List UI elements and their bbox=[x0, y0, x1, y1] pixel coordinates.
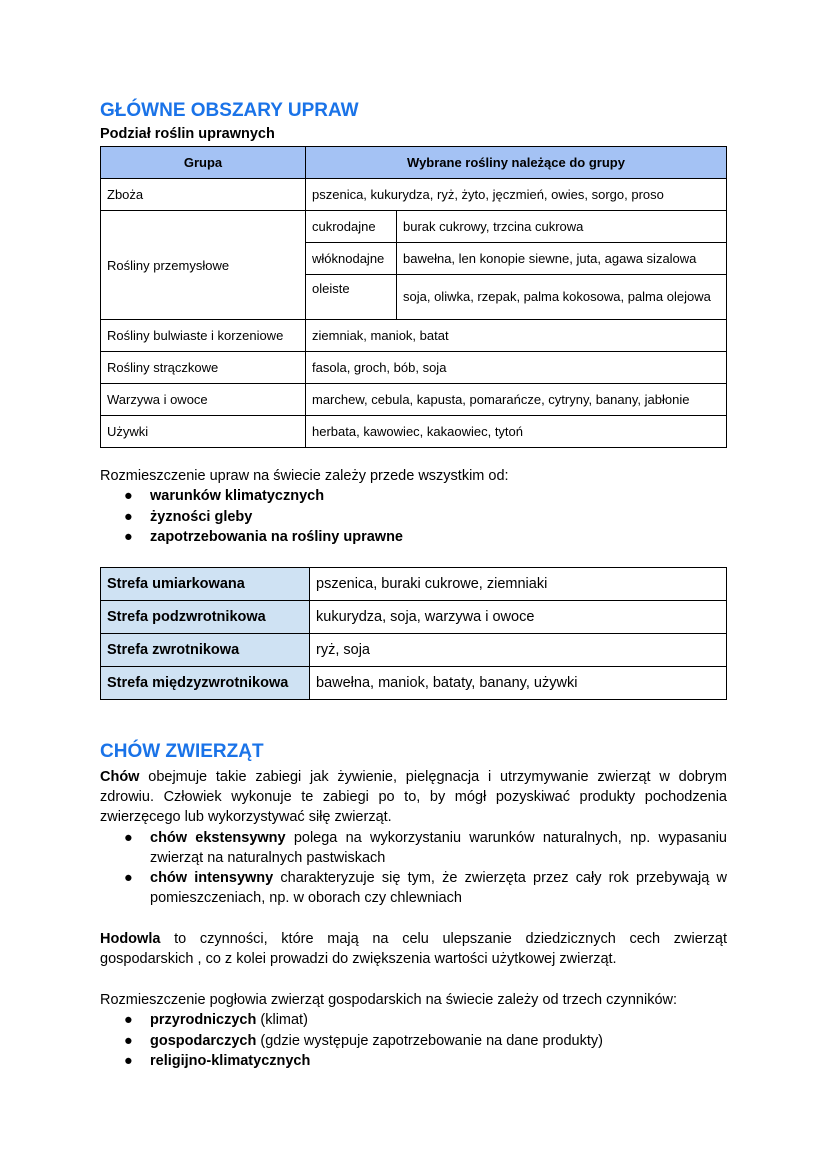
bullet-icon: ● bbox=[124, 1032, 133, 1049]
cell-plants: fasola, groch, bób, soja bbox=[306, 352, 727, 384]
list-item: ● gospodarczych (gdzie występuje zapotrzebowanie na dane produkty) bbox=[100, 1031, 603, 1052]
cell-zone: Strefa międzyzwrotnikowa bbox=[101, 667, 310, 700]
cell-plants: pszenica, kukurydza, ryż, żyto, jęczmień, owies, sorgo, proso bbox=[306, 179, 727, 211]
cell-crops: bawełna, maniok, bataty, banany, używki bbox=[310, 667, 727, 700]
cell-group: Używki bbox=[101, 416, 306, 448]
zones-table bbox=[100, 567, 727, 700]
cell-zone: Strefa umiarkowana bbox=[101, 568, 310, 601]
bullet-icon: ● bbox=[124, 1053, 133, 1069]
factors-intro: Rozmieszczenie upraw na świecie zależy przede wszystkim od: bbox=[100, 468, 509, 484]
hodowla-paragraph: Hodowla to czynności, które mają na celu ulepszanie dziedzicznych cech zwierząt gospodarskich , co z kolei prowadzi do zwiększenia wartości użytkowej zwierząt. bbox=[100, 931, 727, 967]
crops-table bbox=[100, 146, 727, 448]
livestock-factors-intro: Rozmieszczenie pogłowia zwierząt gospodarskich na świecie zależy od trzech czynników: bbox=[100, 992, 678, 1008]
livestock-factors-list bbox=[100, 1010, 603, 1072]
crop-factors-list bbox=[100, 486, 403, 548]
bullet-icon: ● bbox=[124, 870, 133, 886]
table-header-row bbox=[101, 147, 727, 179]
cell-crops: pszenica, buraki cukrowe, ziemniaki bbox=[310, 568, 727, 601]
cell-plants: burak cukrowy, trzcina cukrowa bbox=[397, 211, 727, 243]
table-row bbox=[101, 416, 727, 448]
cell-subgroup: oleiste bbox=[306, 275, 397, 320]
list-item: ● religijno-klimatycznych bbox=[100, 1051, 603, 1072]
list-item: ● warunków klimatycznych bbox=[100, 486, 403, 507]
cell-subgroup: włóknodajne bbox=[306, 243, 397, 275]
list-item: ● żyzności gleby bbox=[100, 507, 403, 528]
cell-group: Warzywa i owoce bbox=[101, 384, 306, 416]
list-item: ● chów ekstensywny polega na wykorzystaniu warunków naturalnych, np. wypasaniu zwierząt na naturalnych pastwiskach bbox=[124, 830, 727, 866]
table-row bbox=[101, 320, 727, 352]
table-row bbox=[101, 667, 727, 700]
list-item: ● przyrodniczych (klimat) bbox=[100, 1010, 603, 1031]
cell-group: Rośliny bulwiaste i korzeniowe bbox=[101, 320, 306, 352]
bullet-icon: ● bbox=[124, 529, 133, 545]
cell-plants: herbata, kawowiec, kakaowiec, tytoń bbox=[306, 416, 727, 448]
list-item: ● chów intensywny charakteryzuje się tym, że zwierzęta przez cały rok przebywają w pomieszczeniach, np. w oborach czy chlewniach bbox=[124, 870, 727, 906]
cell-plants: marchew, cebula, kapusta, pomarańcze, cytryny, banany, jabłonie bbox=[306, 384, 727, 416]
bullet-icon: ● bbox=[124, 488, 133, 504]
cell-crops: kukurydza, soja, warzywa i owoce bbox=[310, 601, 727, 634]
header-plants: Wybrane rośliny należące do grupy bbox=[306, 147, 727, 179]
cell-plants: bawełna, len konopie siewne, juta, agawa sizalowa bbox=[397, 243, 727, 275]
table-row bbox=[101, 352, 727, 384]
table-row bbox=[101, 634, 727, 667]
header-group: Grupa bbox=[101, 147, 306, 179]
cell-zone: Strefa podzwrotnikowa bbox=[101, 601, 310, 634]
list-item: ● zapotrzebowania na rośliny uprawne bbox=[100, 527, 403, 548]
cell-plants: soja, oliwka, rzepak, palma kokosowa, palma olejowa bbox=[397, 275, 727, 320]
table-row bbox=[101, 179, 727, 211]
section-title-uprawy: GŁÓWNE OBSZARY UPRAW bbox=[100, 100, 359, 121]
section-title-chow: CHÓW ZWIERZĄT bbox=[100, 741, 264, 762]
bullet-icon: ● bbox=[124, 508, 133, 525]
bullet-icon: ● bbox=[124, 830, 133, 846]
chow-types-list bbox=[100, 828, 727, 908]
table-row bbox=[101, 601, 727, 634]
table-row bbox=[101, 211, 727, 243]
table-row bbox=[101, 384, 727, 416]
table-row bbox=[101, 568, 727, 601]
bullet-icon: ● bbox=[124, 1012, 133, 1028]
table-caption: Podział roślin uprawnych bbox=[100, 126, 275, 142]
cell-plants: ziemniak, maniok, batat bbox=[306, 320, 727, 352]
chow-paragraph: Chów obejmuje takie zabiegi jak żywienie, pielęgnacja i utrzymywanie zwierząt w dobrym zdrowiu. Człowiek wykonuje te zabiegi po to, by mógł pozyskiwać produkty pochodzenia zwierzęcego lub wykorzystywać siłę zwierząt. bbox=[100, 769, 727, 825]
cell-group: Rośliny strączkowe bbox=[101, 352, 306, 384]
cell-crops: ryż, soja bbox=[310, 634, 727, 667]
cell-group: Rośliny przemysłowe bbox=[101, 211, 306, 320]
cell-subgroup: cukrodajne bbox=[306, 211, 397, 243]
cell-zone: Strefa zwrotnikowa bbox=[101, 634, 310, 667]
cell-group: Zboża bbox=[101, 179, 306, 211]
